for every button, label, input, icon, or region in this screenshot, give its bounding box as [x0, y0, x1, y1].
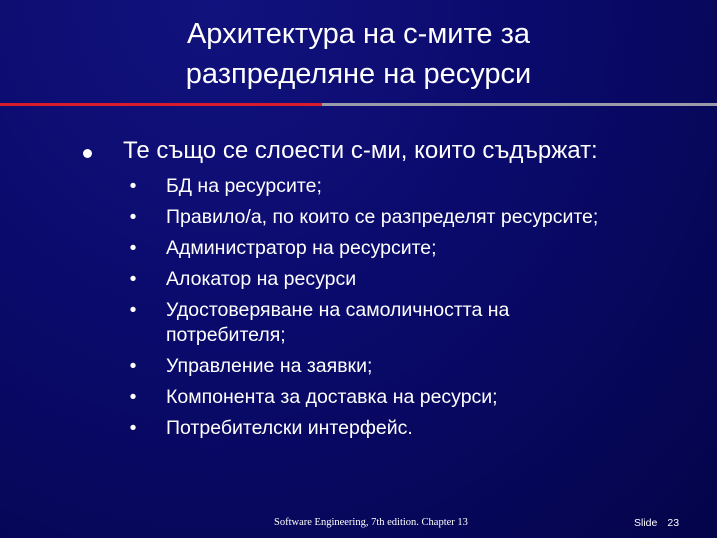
list-item — [128, 298, 606, 349]
list-item-text: Алокатор на ресурси — [166, 267, 357, 290]
list-item — [128, 205, 698, 231]
bullet-icon: • — [129, 267, 137, 290]
list-item-text: БД на ресурсите; — [166, 174, 322, 197]
list-item-text: Потребителски интерфейс. — [166, 417, 413, 439]
title-line-1: Архитектура на с-мите за — [186, 18, 531, 50]
bullet-icon: • — [129, 417, 137, 439]
list-item-text: Удостоверяване на самоличността на потребителя; — [166, 298, 510, 346]
bullet-icon: • — [129, 205, 137, 228]
title-divider — [0, 103, 717, 107]
list-item — [128, 174, 698, 200]
list-item-text: Управление на заявки; — [166, 355, 373, 377]
slide-label: Slide — [634, 517, 658, 529]
list-item-text: Компонента за доставка на ресурси; — [166, 386, 498, 408]
bullet-icon: • — [129, 174, 137, 197]
round-bullet-icon — [83, 149, 92, 158]
list-item-text: Правило/а, по които се разпределят ресурсите; — [166, 205, 599, 228]
title-line-2: разпределяне на ресурси — [185, 58, 532, 90]
sub-bullet-list — [128, 170, 698, 447]
list-item — [128, 385, 698, 411]
list-item — [128, 354, 698, 380]
list-item — [128, 236, 698, 262]
main-point-text: Те също се слоести с-ми, които съдържат: — [123, 137, 598, 164]
list-item — [128, 416, 698, 442]
list-item-text: Администратор на ресурсите; — [166, 236, 437, 259]
slide-number — [634, 517, 679, 529]
bullet-icon: • — [129, 298, 137, 321]
footer-text: Software Engineering, 7th edition. Chapter 13 — [274, 517, 468, 528]
title-divider-grey — [322, 103, 717, 106]
bullet-icon: • — [129, 386, 137, 408]
slide-title — [0, 14, 717, 94]
bullet-icon: • — [129, 236, 137, 259]
slide-number-value: 23 — [667, 517, 680, 529]
list-item — [128, 267, 698, 293]
bullet-icon: • — [129, 355, 137, 377]
